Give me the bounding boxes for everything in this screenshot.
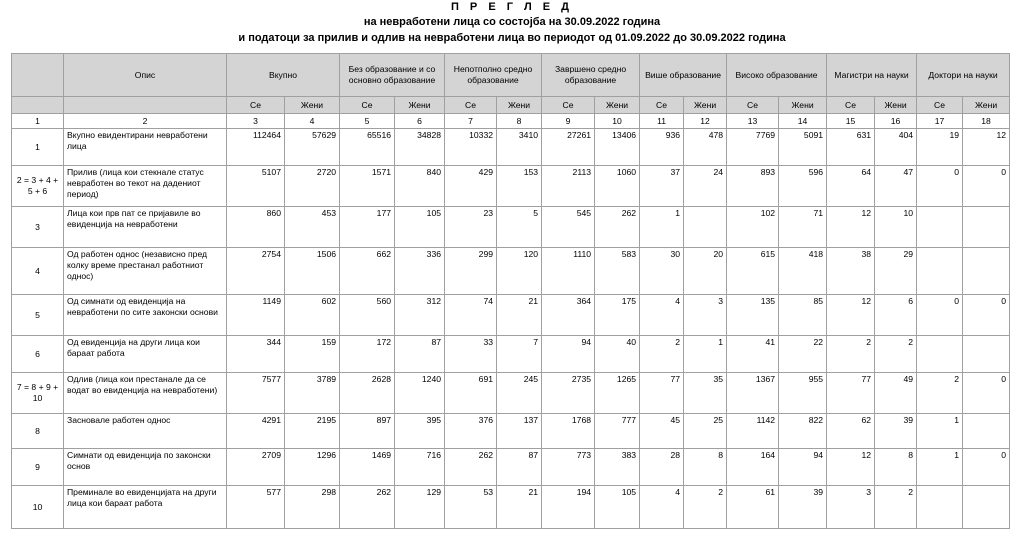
table-cell — [963, 248, 1010, 295]
table-cell: 602 — [285, 295, 340, 336]
table-cell — [684, 207, 727, 248]
header-group: Доктори на науки — [917, 54, 1010, 97]
table-cell: 691 — [445, 373, 497, 414]
header-blank-cell — [12, 54, 64, 97]
table-cell: 2628 — [340, 373, 395, 414]
column-number: 13 — [727, 114, 779, 129]
table-cell — [917, 486, 963, 529]
table-cell: 1768 — [542, 414, 595, 449]
table-cell: 840 — [395, 166, 445, 207]
table-row — [12, 373, 1010, 414]
table-cell: 41 — [727, 336, 779, 373]
header-row-groups — [12, 54, 1010, 97]
column-number: 9 — [542, 114, 595, 129]
unemployment-table — [11, 53, 1010, 529]
table-cell: 7 — [497, 336, 542, 373]
table-cell: 1 — [917, 449, 963, 486]
table-cell: 7769 — [727, 129, 779, 166]
header-row-column-numbers — [12, 114, 1010, 129]
table-cell: 822 — [779, 414, 827, 449]
table-cell: 77 — [640, 373, 684, 414]
table-cell: 61 — [727, 486, 779, 529]
table-cell: 153 — [497, 166, 542, 207]
table-cell: 40 — [595, 336, 640, 373]
header-sub-all: Се — [340, 97, 395, 114]
header-sub-women: Жени — [497, 97, 542, 114]
table-cell: 34828 — [395, 129, 445, 166]
column-number: 16 — [875, 114, 917, 129]
table-cell: 2 — [827, 336, 875, 373]
header-sub-women: Жени — [684, 97, 727, 114]
header-group: Без образование и со основно образование — [340, 54, 445, 97]
column-number: 8 — [497, 114, 542, 129]
table-cell: 8 — [684, 449, 727, 486]
table-cell: 2113 — [542, 166, 595, 207]
table-cell: 2754 — [227, 248, 285, 295]
row-description: Преминале во евиденцијата на други лица кои бараат работа — [64, 486, 227, 529]
table-cell: 5107 — [227, 166, 285, 207]
column-number: 2 — [64, 114, 227, 129]
column-number: 6 — [395, 114, 445, 129]
column-number: 1 — [12, 114, 64, 129]
table-row — [12, 207, 1010, 248]
header-description: Опис — [64, 54, 227, 97]
column-number: 3 — [227, 114, 285, 129]
table-cell: 2195 — [285, 414, 340, 449]
table-cell: 24 — [684, 166, 727, 207]
table-cell: 1571 — [340, 166, 395, 207]
table-cell: 383 — [595, 449, 640, 486]
table-cell — [917, 336, 963, 373]
table-cell: 13406 — [595, 129, 640, 166]
table-cell: 897 — [340, 414, 395, 449]
table-cell: 5 — [497, 207, 542, 248]
table-cell: 2735 — [542, 373, 595, 414]
row-number: 8 — [12, 414, 64, 449]
row-description: Вкупно евидентирани невработени лица — [64, 129, 227, 166]
table-cell: 936 — [640, 129, 684, 166]
table-cell: 10332 — [445, 129, 497, 166]
table-cell: 3 — [827, 486, 875, 529]
column-number: 11 — [640, 114, 684, 129]
table-row — [12, 414, 1010, 449]
table-cell: 2 — [875, 336, 917, 373]
header-sub-women: Жени — [395, 97, 445, 114]
table-cell: 2 — [917, 373, 963, 414]
table-cell: 29 — [875, 248, 917, 295]
header-sub-all: Се — [917, 97, 963, 114]
table-cell: 172 — [340, 336, 395, 373]
row-number: 6 — [12, 336, 64, 373]
row-number: 3 — [12, 207, 64, 248]
table-cell — [963, 336, 1010, 373]
header-group: Вкупно — [227, 54, 340, 97]
row-description: Засновале работен однос — [64, 414, 227, 449]
row-description: Од евиденција на други лица кои бараат работа — [64, 336, 227, 373]
table-cell: 164 — [727, 449, 779, 486]
table-cell: 27261 — [542, 129, 595, 166]
row-description: Симнати од евиденција по законски основ — [64, 449, 227, 486]
table-cell: 777 — [595, 414, 640, 449]
table-cell: 336 — [395, 248, 445, 295]
table-cell: 4291 — [227, 414, 285, 449]
table-cell: 2 — [640, 336, 684, 373]
page-subtitle-line-1: на невработени лица со состојба на 30.09.2022 година — [363, 16, 661, 28]
header-blank-cell — [64, 97, 227, 114]
header-sub-women: Жени — [875, 97, 917, 114]
table-cell: 364 — [542, 295, 595, 336]
table-cell: 28 — [640, 449, 684, 486]
table-cell: 64 — [827, 166, 875, 207]
row-number: 7 = 8 + 9 + 10 — [12, 373, 64, 414]
table-cell: 33 — [445, 336, 497, 373]
table-cell: 47 — [875, 166, 917, 207]
table-cell: 175 — [595, 295, 640, 336]
table-cell: 105 — [395, 207, 445, 248]
table-cell: 583 — [595, 248, 640, 295]
row-number: 5 — [12, 295, 64, 336]
header-group: Непотполно средно образование — [445, 54, 542, 97]
table-cell: 1240 — [395, 373, 445, 414]
table-cell: 1110 — [542, 248, 595, 295]
header-group: Завршено средно образование — [542, 54, 640, 97]
table-cell: 0 — [963, 295, 1010, 336]
table-cell: 7577 — [227, 373, 285, 414]
table-cell: 22 — [779, 336, 827, 373]
row-number: 1 — [12, 129, 64, 166]
table-cell: 12 — [827, 449, 875, 486]
table-cell: 4 — [640, 486, 684, 529]
table-cell: 35 — [684, 373, 727, 414]
table-cell: 10 — [875, 207, 917, 248]
table-row — [12, 166, 1010, 207]
table-cell: 77 — [827, 373, 875, 414]
table-cell: 245 — [497, 373, 542, 414]
table-cell: 23 — [445, 207, 497, 248]
table-cell: 955 — [779, 373, 827, 414]
table-cell: 25 — [684, 414, 727, 449]
header-group: Магистри на науки — [827, 54, 917, 97]
table-cell: 19 — [917, 129, 963, 166]
row-number: 9 — [12, 449, 64, 486]
table-cell: 893 — [727, 166, 779, 207]
table-cell: 298 — [285, 486, 340, 529]
column-number: 12 — [684, 114, 727, 129]
table-cell: 177 — [340, 207, 395, 248]
table-cell: 45 — [640, 414, 684, 449]
header-sub-all: Се — [227, 97, 285, 114]
table-cell: 62 — [827, 414, 875, 449]
table-cell: 3 — [684, 295, 727, 336]
table-cell: 159 — [285, 336, 340, 373]
header-sub-women: Жени — [285, 97, 340, 114]
table-cell: 299 — [445, 248, 497, 295]
header-blank-cell — [12, 97, 64, 114]
table-cell: 53 — [445, 486, 497, 529]
table-cell — [963, 207, 1010, 248]
table-cell: 21 — [497, 295, 542, 336]
table-cell: 5091 — [779, 129, 827, 166]
column-number: 14 — [779, 114, 827, 129]
table-cell: 716 — [395, 449, 445, 486]
row-description: Лица кои прв пат се пријавиле во евиденција на невработени — [64, 207, 227, 248]
header-sub-women: Жени — [595, 97, 640, 114]
table-cell: 262 — [340, 486, 395, 529]
table-cell: 429 — [445, 166, 497, 207]
header-sub-all: Се — [727, 97, 779, 114]
table-cell: 1367 — [727, 373, 779, 414]
table-cell: 8 — [875, 449, 917, 486]
table-row — [12, 295, 1010, 336]
table-cell: 105 — [595, 486, 640, 529]
table-cell: 102 — [727, 207, 779, 248]
table-cell: 773 — [542, 449, 595, 486]
table-cell: 4 — [640, 295, 684, 336]
header-sub-all: Се — [445, 97, 497, 114]
table-cell: 453 — [285, 207, 340, 248]
table-cell: 38 — [827, 248, 875, 295]
table-cell: 12 — [963, 129, 1010, 166]
column-number: 15 — [827, 114, 875, 129]
table-cell: 404 — [875, 129, 917, 166]
column-number: 7 — [445, 114, 497, 129]
table-cell: 12 — [827, 295, 875, 336]
table-cell: 94 — [779, 449, 827, 486]
row-number: 4 — [12, 248, 64, 295]
header-sub-women: Жени — [963, 97, 1010, 114]
table-cell: 312 — [395, 295, 445, 336]
table-cell: 860 — [227, 207, 285, 248]
table-cell: 2720 — [285, 166, 340, 207]
table-cell: 6 — [875, 295, 917, 336]
row-description: Одлив (лица кои престанале да се водат во евиденција на невработени) — [64, 373, 227, 414]
table-cell: 1142 — [727, 414, 779, 449]
column-number: 18 — [963, 114, 1010, 129]
table-cell: 87 — [497, 449, 542, 486]
table-cell: 2709 — [227, 449, 285, 486]
header-row-subcolumns — [12, 97, 1010, 114]
table-cell: 1 — [640, 207, 684, 248]
table-row — [12, 129, 1010, 166]
table-cell: 577 — [227, 486, 285, 529]
table-cell: 85 — [779, 295, 827, 336]
table-cell: 71 — [779, 207, 827, 248]
table-cell: 344 — [227, 336, 285, 373]
table-cell: 137 — [497, 414, 542, 449]
table-cell: 478 — [684, 129, 727, 166]
table-cell: 1 — [684, 336, 727, 373]
table-cell: 376 — [445, 414, 497, 449]
table-cell: 12 — [827, 207, 875, 248]
table-cell: 112464 — [227, 129, 285, 166]
header-group: Више образование — [640, 54, 727, 97]
header-sub-women: Жени — [779, 97, 827, 114]
header-group: Високо образование — [727, 54, 827, 97]
table-cell: 2 — [875, 486, 917, 529]
column-number: 17 — [917, 114, 963, 129]
column-number: 5 — [340, 114, 395, 129]
table-cell: 0 — [963, 449, 1010, 486]
table-cell: 560 — [340, 295, 395, 336]
table-cell — [917, 207, 963, 248]
table-cell: 0 — [917, 166, 963, 207]
table-cell: 57629 — [285, 129, 340, 166]
table-cell: 631 — [827, 129, 875, 166]
table-cell: 662 — [340, 248, 395, 295]
table-row — [12, 449, 1010, 486]
table-cell: 194 — [542, 486, 595, 529]
table-cell: 3410 — [497, 129, 542, 166]
column-number: 10 — [595, 114, 640, 129]
table-cell: 1506 — [285, 248, 340, 295]
column-number: 4 — [285, 114, 340, 129]
header-sub-all: Се — [827, 97, 875, 114]
table-cell: 129 — [395, 486, 445, 529]
table-cell: 615 — [727, 248, 779, 295]
table-cell: 49 — [875, 373, 917, 414]
table-cell: 21 — [497, 486, 542, 529]
table-cell: 120 — [497, 248, 542, 295]
table-cell: 262 — [445, 449, 497, 486]
table-cell: 0 — [917, 295, 963, 336]
page-title: П Р Е Г Л Е Д — [450, 1, 574, 13]
table-cell: 87 — [395, 336, 445, 373]
table-cell — [917, 248, 963, 295]
row-description: Од работен однос (независно пред колку време престанал работниот однос) — [64, 248, 227, 295]
row-description: Од симнати од евиденција на невработени по сите законски основи — [64, 295, 227, 336]
table-cell: 94 — [542, 336, 595, 373]
table-cell: 545 — [542, 207, 595, 248]
table-cell: 39 — [875, 414, 917, 449]
table-cell — [963, 486, 1010, 529]
table-cell: 395 — [395, 414, 445, 449]
row-description: Прилив (лица кои стекнале статус невработен во текот на дадениот период) — [64, 166, 227, 207]
table-cell: 418 — [779, 248, 827, 295]
table-cell: 39 — [779, 486, 827, 529]
table-cell: 3789 — [285, 373, 340, 414]
row-number: 2 = 3 + 4 + 5 + 6 — [12, 166, 64, 207]
page-subtitle-line-2: и податоци за прилив и одлив на невработени лица во периодот од 01.09.2022 до 30.09.2022 година — [238, 32, 786, 44]
table-cell: 20 — [684, 248, 727, 295]
table-cell: 2 — [684, 486, 727, 529]
table-cell: 37 — [640, 166, 684, 207]
table-cell — [963, 414, 1010, 449]
table-row — [12, 248, 1010, 295]
table-cell: 135 — [727, 295, 779, 336]
row-number: 10 — [12, 486, 64, 529]
table-cell: 65516 — [340, 129, 395, 166]
header-sub-all: Се — [640, 97, 684, 114]
table-row — [12, 486, 1010, 529]
table-cell: 1296 — [285, 449, 340, 486]
table-cell: 1469 — [340, 449, 395, 486]
table-cell: 1060 — [595, 166, 640, 207]
table-cell: 0 — [963, 373, 1010, 414]
table-cell: 596 — [779, 166, 827, 207]
table-cell: 1265 — [595, 373, 640, 414]
table-row — [12, 336, 1010, 373]
table-cell: 0 — [963, 166, 1010, 207]
table-cell: 30 — [640, 248, 684, 295]
table-cell: 1149 — [227, 295, 285, 336]
table-cell: 262 — [595, 207, 640, 248]
table-cell: 1 — [917, 414, 963, 449]
table-cell: 74 — [445, 295, 497, 336]
header-sub-all: Се — [542, 97, 595, 114]
